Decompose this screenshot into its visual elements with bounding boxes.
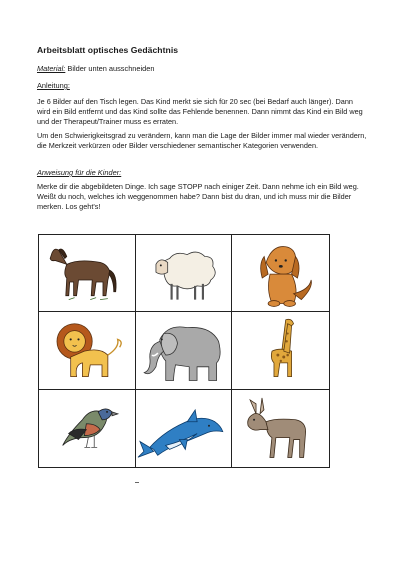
anleitung-heading-text: Anleitung: (37, 81, 70, 90)
picture-cell-dolphin (136, 390, 233, 467)
kinder-heading-text: Anweisung für die Kinder: (37, 168, 122, 177)
horse-icon (39, 235, 135, 311)
picture-cell-giraffe (232, 312, 329, 389)
donkey-icon (232, 390, 329, 467)
dolphin-icon (136, 390, 232, 467)
material-text: Bilder unten ausschneiden (65, 64, 155, 73)
picture-cell-horse (39, 235, 136, 312)
bird-icon (39, 390, 135, 467)
material-line (37, 64, 155, 73)
anleitung-paragraph-1: Je 6 Bilder auf den Tisch legen. Das Kind merkt sie sich für 20 sec (bei Bedarf auch länger). Dann wird ein Bild entfernt und das Kind sollte das Fehlende benennen. Dann nimmt das Kind ein Bild weg und der Therapeut/Trainer muss es erraten. (37, 97, 363, 126)
picture-cell-sheep (136, 235, 233, 312)
elephant-icon (136, 312, 232, 388)
picture-cell-dog (232, 235, 329, 312)
picture-cell-donkey (232, 390, 329, 467)
material-label: Material: (37, 64, 66, 73)
lion-icon (39, 312, 135, 388)
sheep-icon (136, 235, 232, 311)
anleitung-heading (37, 81, 70, 90)
kinder-heading (37, 168, 121, 177)
dog-icon (232, 235, 329, 311)
cut-mark (135, 482, 139, 483)
kinder-paragraph: Merke dir die abgebildeten Dinge. Ich sage STOPP nach einiger Zeit. Dann nehme ich ein Bild weg. Weißt du noch, welches ich weggenommen habe? Dann bist du dran, und ich muss mir die Bilder merken. Los geht's! (37, 182, 359, 211)
picture-cell-lion (39, 312, 136, 389)
picture-cell-elephant (136, 312, 233, 389)
picture-grid (38, 234, 330, 468)
anleitung-paragraph-2: Um den Schwierigkeitsgrad zu verändern, kann man die Lage der Bilder immer mal wieder verändern, die Merkzeit verkürzen oder Bilder verschiedener semantischer Kategorien verwenden. (37, 131, 367, 150)
page-title: Arbeitsblatt optisches Gedächtnis (37, 45, 179, 55)
giraffe-icon (232, 312, 329, 388)
picture-cell-bird (39, 390, 136, 467)
